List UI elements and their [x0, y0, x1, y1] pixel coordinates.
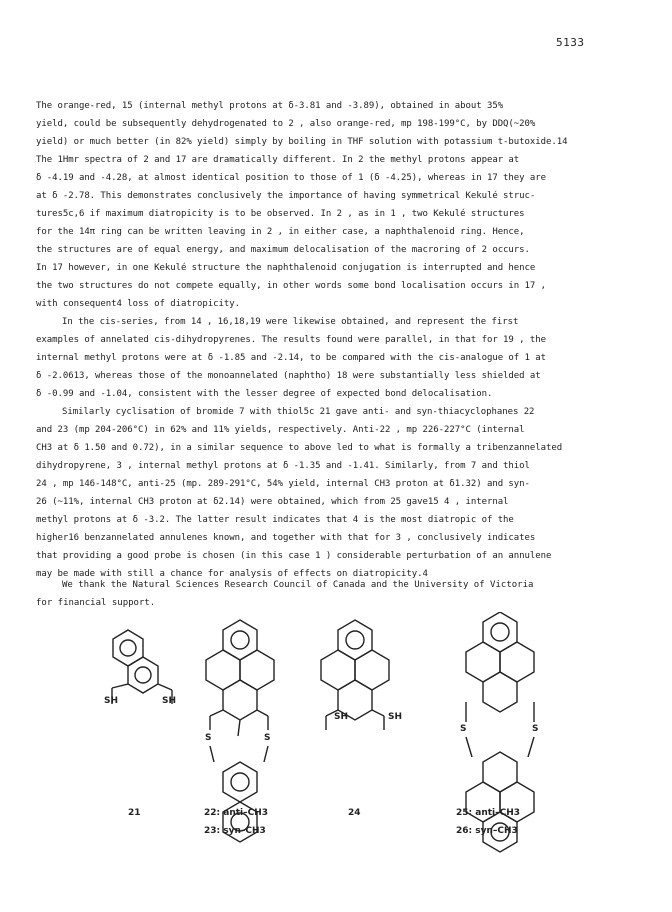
body-line: In 17 however, in one Kekulé structure the naphthalenoid conjugation is interrupted and hence: [36, 263, 536, 273]
structure-25-s-right: S: [532, 724, 539, 734]
structure-26-label: 26: syn–CH3: [456, 826, 518, 836]
body-line: δ -2.0613, whereas those of the monoannelated (naphtho) 18 were substantially less shielded at: [36, 371, 541, 381]
structure-22-label: 22: anti–CH3: [204, 808, 269, 818]
structure-21-sh-right: SH: [162, 696, 177, 706]
body-line: yield, could be subsequently dehydrogenated to 2 , also orange-red, mp 198-199°C, by DDQ(~20%: [36, 119, 536, 129]
body-line: higher16 benzannelated annulenes known, and together with that for 3 , conclusively indicates: [36, 533, 536, 543]
structure-24-number: 24: [348, 808, 361, 818]
structure-25-label: 25: anti–CH3: [456, 808, 521, 818]
structure-21-number: 21: [128, 808, 141, 818]
structure-23-label: 23: syn–CH3: [204, 826, 266, 836]
body-line: examples of annelated cis-dihydropyrenes. The results found were parallel, in that for 19 , the: [36, 335, 547, 345]
structure-24-sh-right: SH: [388, 712, 403, 722]
body-line: with consequent4 loss of diatropicity.: [36, 299, 241, 309]
acknowledgement-line: We thank the Natural Sciences Research Council of Canada and the University of Victoria: [62, 580, 534, 590]
body-line: the two structures do not compete equally, in other words some bond localisation occurs in 17 ,: [36, 281, 547, 291]
body-line: The orange-red, 15 (internal methyl protons at δ-3.81 and -3.89), obtained in about 35%: [36, 101, 504, 111]
body-line: Similarly cyclisation of bromide 7 with thiol5c 21 gave anti- and syn-thiacyclophanes 22: [62, 407, 535, 417]
structure-25-s-left: S: [460, 724, 467, 734]
body-line: In the cis-series, from 14 , 16,18,19 were likewise obtained, and represent the first: [62, 317, 519, 327]
body-text: [36, 97, 648, 583]
body-line: The 1Hmr spectra of 2 and 17 are dramatically different. In 2 the methyl protons appear at: [36, 155, 520, 165]
body-line: 26 (~11%, internal CH3 proton at δ2.14) were obtained, which from 25 gave15 4 , internal: [36, 497, 509, 507]
structure-21-sh-left: SH: [104, 696, 119, 706]
structure-24-sh-left: SH: [334, 712, 349, 722]
body-line: for the 14π ring can be written leaving in 2 , in either case, a naphthalenoid ring. Hence,: [36, 227, 525, 237]
structure-24: [321, 620, 389, 730]
structures-figure: [0, 612, 672, 912]
structure-22-s-right: S: [264, 733, 271, 743]
body-line: methyl protons at δ -3.2. The latter result indicates that 4 is the most diatropic of the: [36, 515, 514, 525]
body-line: tures5c,6 if maximum diatropicity is to be observed. In 2 , as in 1 , two Kekulé structures: [36, 209, 525, 219]
body-line: δ -4.19 and -4.28, at almost identical position to those of 1 (δ -4.25), whereas in 17 they are: [36, 173, 547, 183]
body-line: internal methyl protons were at δ -1.85 and -2.14, to be compared with the cis-analogue of 1 at: [36, 353, 547, 363]
body-line: yield) or much better (in 82% yield) simply by boiling in THF solution with potassium t-butoxide.14: [36, 137, 568, 147]
structure-22-s-left: S: [205, 733, 212, 743]
body-line: may be made with still a chance for analysis of effects on diatropicity.4: [36, 569, 428, 579]
body-line: the structures are of equal energy, and maximum delocalisation of the macroring of 2 occurs.: [36, 245, 530, 255]
body-line: 24 , mp 146-148°C, anti-25 (mp. 289-291°C, 54% yield, internal CH3 proton at δ1.32) and syn-: [36, 479, 530, 489]
body-line: that providing a good probe is chosen (in this case 1 ) considerable perturbation of an annulene: [36, 551, 552, 561]
body-line: δ -0.99 and -1.04, consistent with the lesser degree of expected bond delocalisation.: [36, 389, 493, 399]
body-line: CH3 at δ 1.50 and 0.72), in a similar sequence to above led to what is formally a tribenzannelated: [36, 443, 563, 453]
page-number: 5133: [556, 36, 585, 49]
acknowledgement-line: for financial support.: [36, 598, 156, 608]
body-line: and 23 (mp 204-206°C) in 62% and 11% yields, respectively. Anti-22 , mp 226-227°C (internal: [36, 425, 525, 435]
structure-21: [112, 630, 172, 704]
body-line: dihydropyrene, 3 , internal methyl protons at δ -1.35 and -1.41. Similarly, from 7 and thiol: [36, 461, 530, 471]
body-line: at δ -2.78. This demonstrates conclusively the importance of having symmetrical Kekulé struc-: [36, 191, 536, 201]
acknowledgement: [36, 576, 648, 612]
